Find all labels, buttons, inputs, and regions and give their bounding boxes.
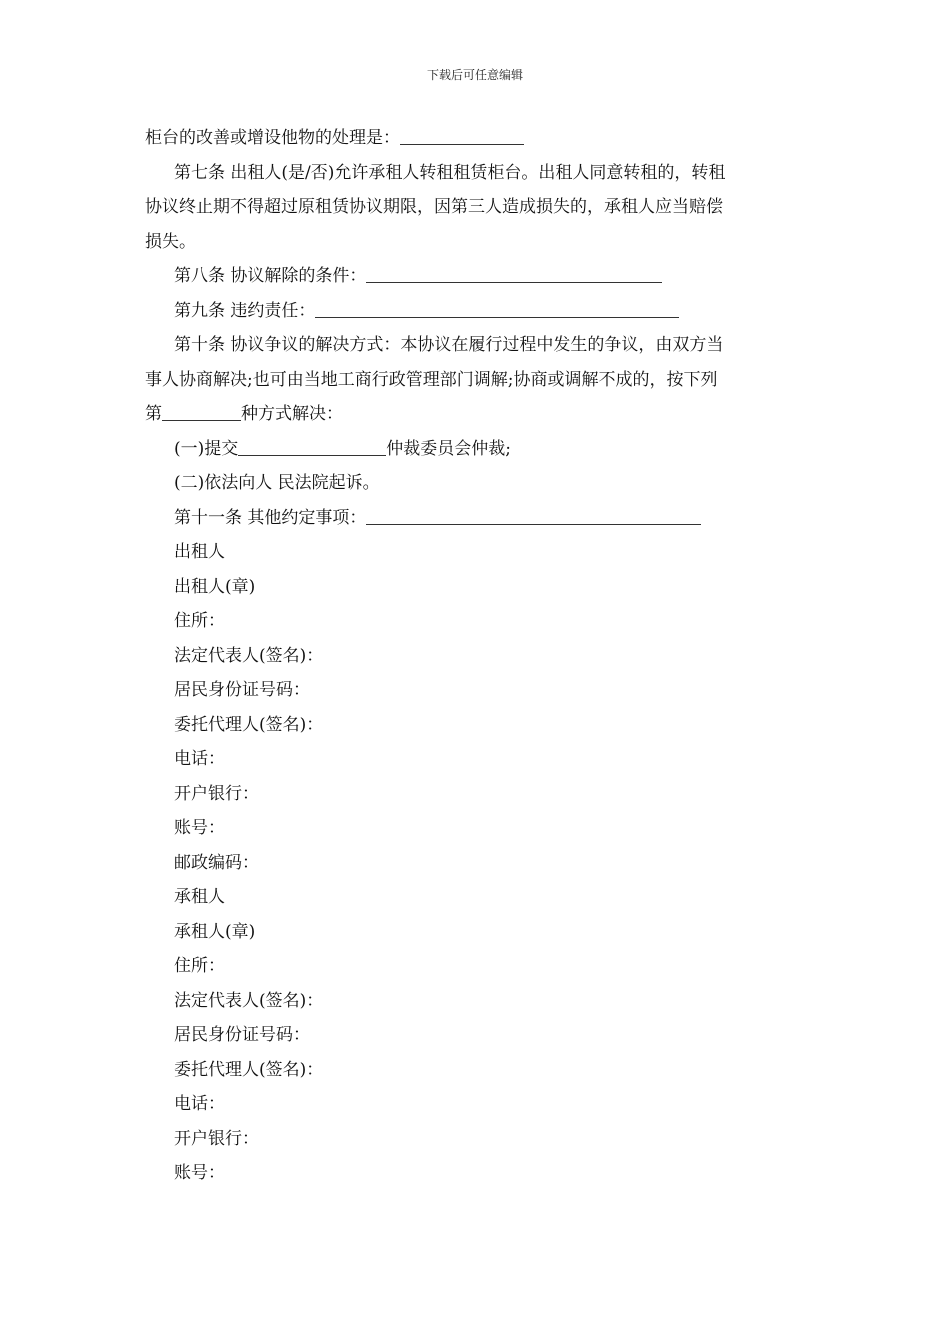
lessor-id-number: 居民身份证号码： <box>174 680 310 700</box>
lessor-title: 出租人 <box>174 542 225 562</box>
lessee-account: 账号： <box>174 1163 225 1183</box>
fill-blank <box>162 400 241 421</box>
document-body <box>145 121 807 1191</box>
lessor-postcode: 邮政编码： <box>174 852 259 873</box>
lessor-account: 账号： <box>174 818 225 838</box>
lessee-id-number: 居民身份证号码： <box>174 1025 310 1045</box>
clause-10-option1: (一)提交 仲裁委员会仲裁; <box>145 432 807 467</box>
clause-10-line2: 事人协商解决;也可由当地工商行政管理部门调解;协商或调解不成的，按下列 <box>145 369 718 390</box>
lessee-address: 住所： <box>174 956 225 976</box>
fill-blank <box>366 504 701 525</box>
clause-8: 第八条 协议解除的条件： <box>145 259 807 294</box>
fill-blank <box>366 262 662 283</box>
lessee-legal-rep: 法定代表人(签名)： <box>174 990 324 1011</box>
clause-11: 第十一条 其他约定事项： <box>145 501 807 536</box>
clause-10-line1: 第十条 协议争议的解决方式：本协议在履行过程中发生的争议，由双方当 <box>174 335 724 355</box>
lessee-bank: 开户银行： <box>174 1128 259 1149</box>
clause-improvement: 柜台的改善或增设他物的处理是： <box>145 121 807 156</box>
lessor-bank: 开户银行： <box>174 783 259 804</box>
clause-10-option2: (二)依法向人 民法院起诉。 <box>174 473 380 493</box>
clause-7-line1: 第七条 出租人(是/否)允许承租人转租租赁柜台。出租人同意转租的，转租 <box>174 162 726 183</box>
lessor-address: 住所： <box>174 611 225 631</box>
clause-7-line3: 损失。 <box>145 231 196 252</box>
lessee-seal: 承租人(章) <box>174 921 256 942</box>
lessee-agent: 委托代理人(签名)： <box>174 1059 324 1080</box>
lessor-phone: 电话： <box>174 749 225 769</box>
fill-blank <box>315 297 679 318</box>
clause-7-line2: 协议终止期不得超过原租赁协议期限，因第三人造成损失的，承租人应当赔偿 <box>145 197 723 217</box>
clause-9: 第九条 违约责任： <box>145 294 807 329</box>
clause-10-line3: 第 种方式解决： <box>145 397 807 432</box>
lessee-title: 承租人 <box>174 887 225 907</box>
lessor-agent: 委托代理人(签名)： <box>174 714 324 735</box>
lessee-phone: 电话： <box>174 1094 225 1114</box>
lessor-seal: 出租人(章) <box>174 576 256 597</box>
fill-blank <box>400 124 524 145</box>
fill-blank <box>238 435 386 456</box>
lessor-legal-rep: 法定代表人(签名)： <box>174 645 324 666</box>
page-header: 下载后可任意编辑 <box>426 68 523 82</box>
